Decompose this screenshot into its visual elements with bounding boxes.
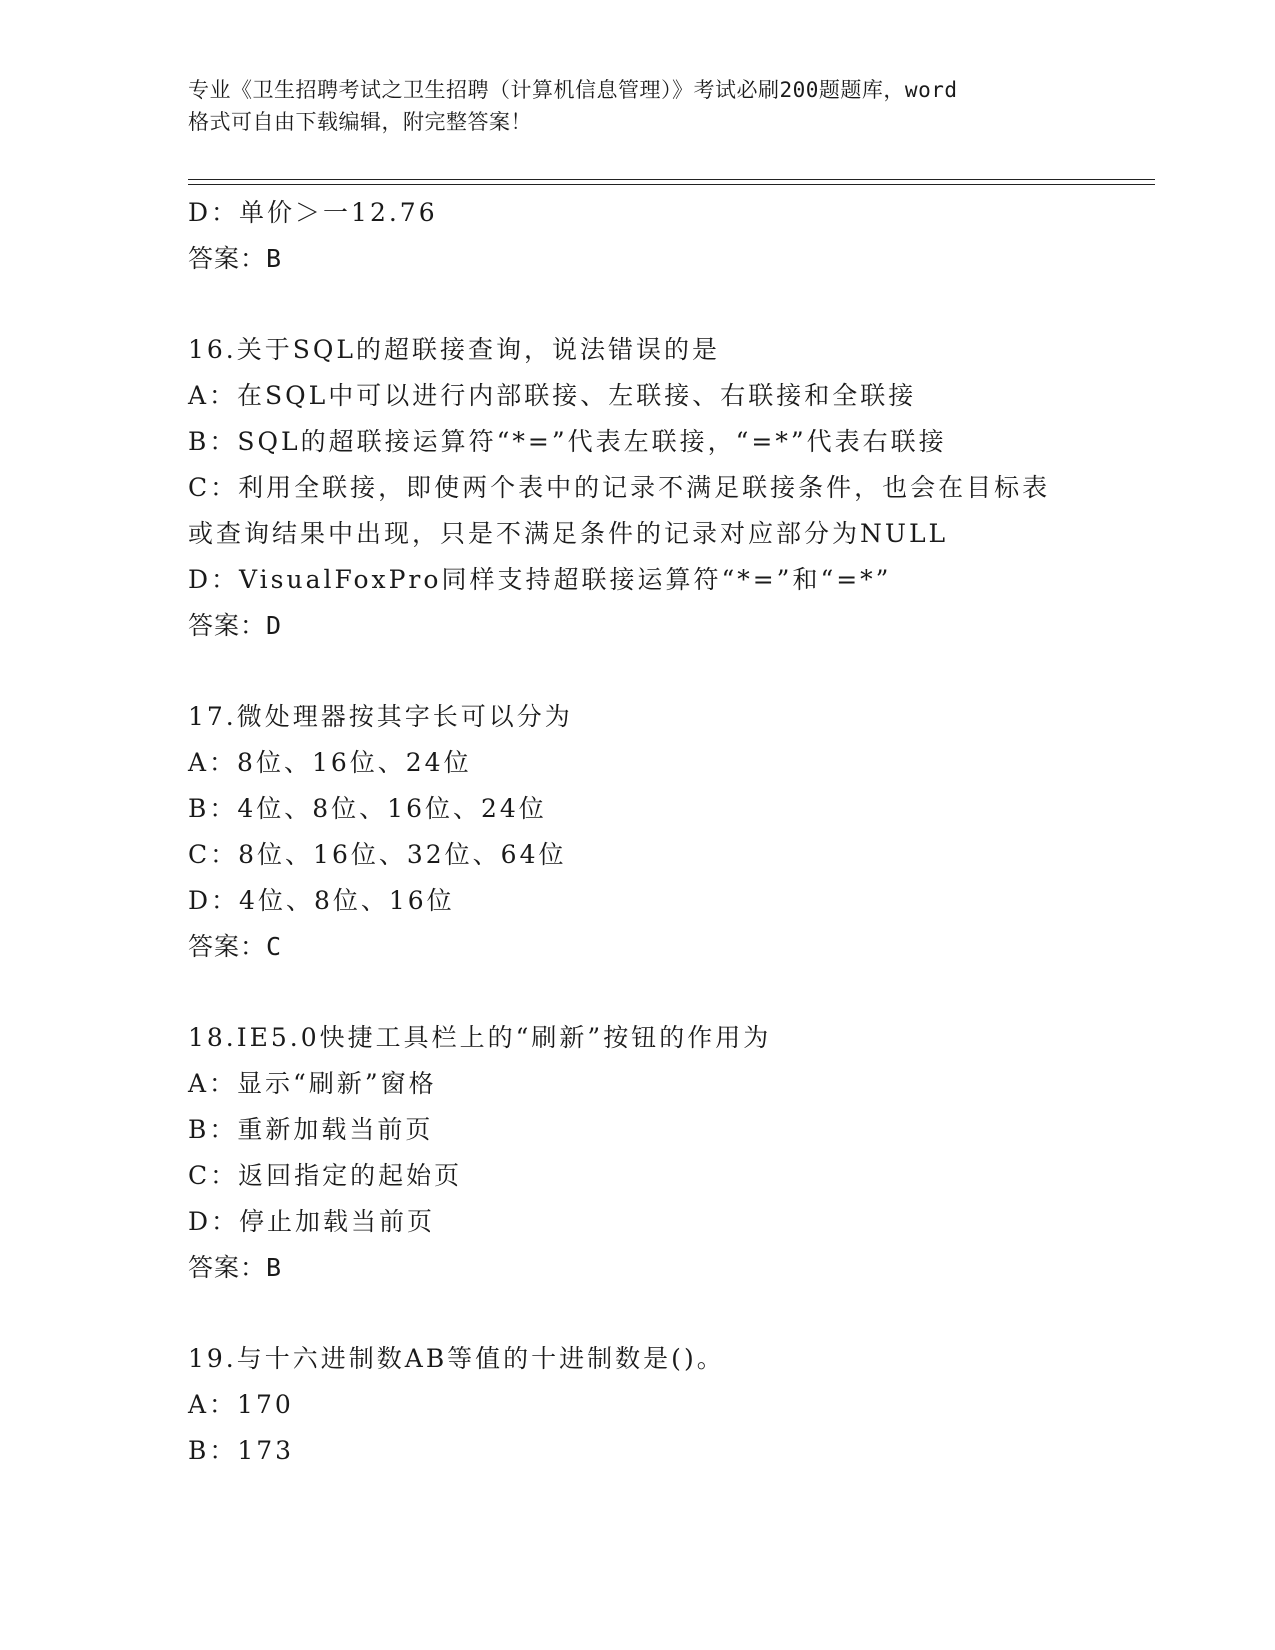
question-block-19 — [188, 1336, 1148, 1474]
option-c: C：利用全联接，即使两个表中的记录不满足联接条件，也会在目标表 — [188, 473, 1051, 502]
question-title: 16.关于SQL的超联接查询，说法错误的是 — [188, 335, 720, 364]
spacer — [188, 970, 1148, 1015]
document-header — [188, 74, 1088, 138]
question-title: 18.IE5.0快捷工具栏上的“刷新”按钮的作用为 — [188, 1023, 772, 1052]
answer-label: 答案：B — [188, 1253, 283, 1282]
option-a: A：显示“刷新”窗格 — [188, 1069, 437, 1098]
header-divider-bottom — [188, 184, 1155, 185]
option-d: D：VisualFoxPro同样支持超联接运算符“*=”和“=*” — [188, 565, 892, 594]
header-divider-top — [188, 179, 1155, 180]
option-a: A：在SQL中可以进行内部联接、左联接、右联接和全联接 — [188, 381, 917, 410]
option-b: B：173 — [188, 1436, 295, 1465]
option-c-continued: 或查询结果中出现，只是不满足条件的记录对应部分为NULL — [188, 519, 949, 548]
option-b: B：重新加载当前页 — [188, 1115, 434, 1144]
spacer — [188, 1291, 1148, 1336]
option-b: B：SQL的超联接运算符“*=”代表左联接，“=*”代表右联接 — [188, 427, 947, 456]
answer-label: 答案：B — [188, 244, 283, 273]
header-line-2: 格式可自由下载编辑，附完整答案！ — [188, 110, 532, 134]
option-a: A：8位、16位、24位 — [188, 748, 472, 777]
question-title: 19.与十六进制数AB等值的十进制数是()。 — [188, 1344, 725, 1373]
question-block-16 — [188, 327, 1148, 649]
option-c: C：8位、16位、32位、64位 — [188, 840, 567, 869]
answer-label: 答案：C — [188, 932, 283, 961]
spacer — [188, 282, 1148, 327]
option-d: D：4位、8位、16位 — [188, 886, 455, 915]
question-block-15 — [188, 190, 1148, 282]
header-line-1: 专业《卫生招聘考试之卫生招聘（计算机信息管理）》考试必刷200题题库，word — [188, 78, 958, 102]
option-d: D：单价＞一12.76 — [188, 198, 438, 227]
option-d: D：停止加载当前页 — [188, 1207, 436, 1236]
question-block-17 — [188, 694, 1148, 970]
option-a: A：170 — [188, 1390, 294, 1419]
option-b: B：4位、8位、16位、24位 — [188, 794, 547, 823]
option-c: C：返回指定的起始页 — [188, 1161, 463, 1190]
answer-label: 答案：D — [188, 611, 283, 640]
question-block-18 — [188, 1015, 1148, 1291]
question-list — [188, 190, 1148, 1474]
question-title: 17.微处理器按其字长可以分为 — [188, 702, 573, 731]
spacer — [188, 649, 1148, 694]
